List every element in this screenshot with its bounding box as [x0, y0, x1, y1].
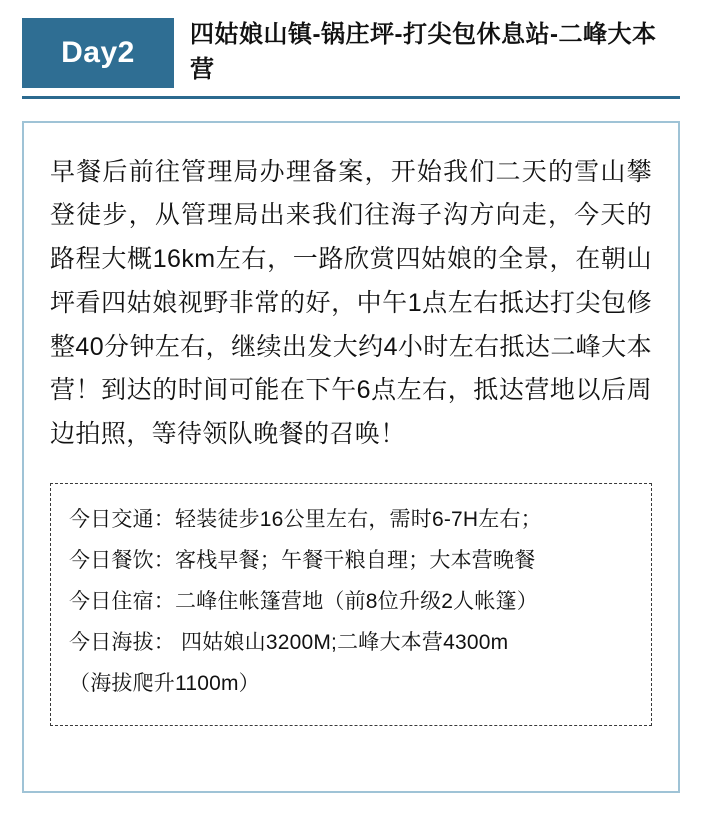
content-panel — [22, 121, 680, 793]
route-title: 四姑娘山镇-锅庄坪-打尖包休息站-二峰大本营 — [190, 21, 657, 83]
day-header — [22, 18, 680, 99]
summary-line-meals: 今日餐饮：客栈早餐；午餐干粮自理；大本营晚餐 — [69, 548, 536, 572]
summary-line-transport: 今日交通：轻装徒步16公里左右，需时6-7H左右； — [69, 507, 542, 531]
summary-line-altitude-gain: （海拔爬升1100m） — [69, 671, 260, 695]
corner-decoration — [22, 121, 50, 149]
summary-line-lodging: 今日住宿：二峰住帐篷营地（前8位升级2人帐篷） — [69, 589, 538, 613]
summary-box — [50, 483, 652, 726]
day-description: 早餐后前往管理局办理备案，开始我们二天的雪山攀登徒步，从管理局出来我们往海子沟方向走，今天的路程大概16km左右，一路欣赏四姑娘的全景，在朝山坪看四姑娘视野非常的好，中午1点左右抵达打尖包修整40分钟左右，继续出发大约4小时左右抵达二峰大本营！到达的时间可能在下午6点左右，抵达营地以后周边拍照，等待领队晚餐的召唤！ — [50, 157, 652, 449]
itinerary-page — [0, 18, 702, 837]
summary-line-altitude: 今日海拔： 四姑娘山3200M;二峰大本营4300m — [69, 630, 509, 654]
day-badge: Day2 — [22, 18, 174, 88]
